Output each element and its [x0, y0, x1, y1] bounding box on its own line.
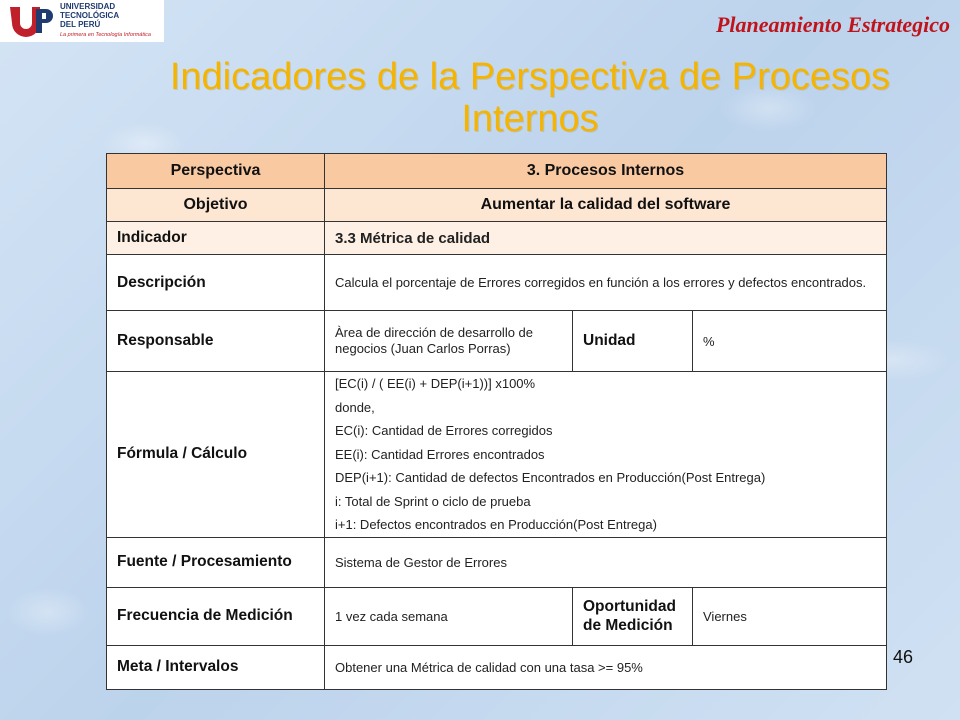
fuente-value: Sistema de Gestor de Errores: [325, 537, 887, 587]
row-responsable: [107, 311, 887, 372]
logo-line-3: DEL PERÚ: [60, 20, 101, 29]
row-fuente: [107, 537, 887, 587]
meta-value: Obtener una Métrica de calidad con una tasa >= 95%: [325, 645, 887, 689]
utp-logo-icon: [6, 3, 56, 39]
frecuencia-value: 1 vez cada semana: [325, 587, 573, 645]
meta-label: Meta / Intervalos: [107, 645, 325, 689]
formula-value: [325, 372, 887, 538]
indicator-table: [106, 153, 887, 690]
logo-line-1: UNIVERSIDAD: [60, 2, 116, 11]
unidad-value: %: [693, 311, 887, 372]
row-indicador: [107, 222, 887, 255]
row-descripcion: [107, 255, 887, 311]
row-objetivo: [107, 189, 887, 222]
formula-line: i: Total de Sprint o ciclo de prueba: [335, 493, 531, 509]
formula-label: Fórmula / Cálculo: [107, 372, 325, 538]
row-perspectiva: [107, 154, 887, 189]
row-meta: [107, 645, 887, 689]
formula-line: DEP(i+1): Cantidad de defectos Encontrados en Producción(Post Entrega): [335, 470, 766, 485]
formula-line: [EC(i) / ( EE(i) + DEP(i+1))] x100%: [335, 376, 536, 391]
unidad-label: Unidad: [573, 311, 693, 372]
header-title: Planeamiento Estrategico: [715, 12, 950, 37]
indicador-value: 3.3 Métrica de calidad: [325, 222, 887, 255]
objetivo-value: Aumentar la calidad del software: [325, 189, 887, 222]
perspectiva-label: Perspectiva: [107, 154, 325, 189]
oportunidad-label: Oportunidad de Medición: [573, 587, 693, 645]
descripcion-label: Descripción: [107, 255, 325, 311]
university-logo: [0, 0, 164, 42]
row-formula: [107, 372, 887, 538]
formula-line: i+1: Defectos encontrados en Producción(Post Entrega): [335, 517, 657, 532]
descripcion-value: Calcula el porcentaje de Errores corregidos en función a los errores y defectos encontrados.: [325, 255, 887, 311]
objetivo-label: Objetivo: [107, 189, 325, 222]
responsable-label: Responsable: [107, 311, 325, 372]
formula-line: EE(i): Cantidad Errores encontrados: [335, 446, 545, 462]
frecuencia-label: Frecuencia de Medición: [107, 587, 325, 645]
logo-tagline: La primera en Tecnología Informática: [60, 32, 151, 38]
indicador-label: Indicador: [107, 222, 325, 255]
responsable-value: Àrea de dirección de desarrollo de negocios (Juan Carlos Porras): [325, 311, 573, 372]
formula-line: EC(i): Cantidad de Errores corregidos: [335, 423, 553, 438]
fuente-label: Fuente / Procesamiento: [107, 537, 325, 587]
oportunidad-value: Viernes: [693, 587, 887, 645]
formula-line: donde,: [335, 399, 375, 415]
slide-title: Indicadores de la Perspectiva de Procesos Internos: [169, 56, 891, 140]
perspectiva-value: 3. Procesos Internos: [325, 154, 887, 189]
page-number: 46: [893, 647, 914, 667]
logo-text: [60, 2, 151, 40]
logo-line-2: TECNOLÓGICA: [60, 11, 120, 20]
row-frecuencia: [107, 587, 887, 645]
